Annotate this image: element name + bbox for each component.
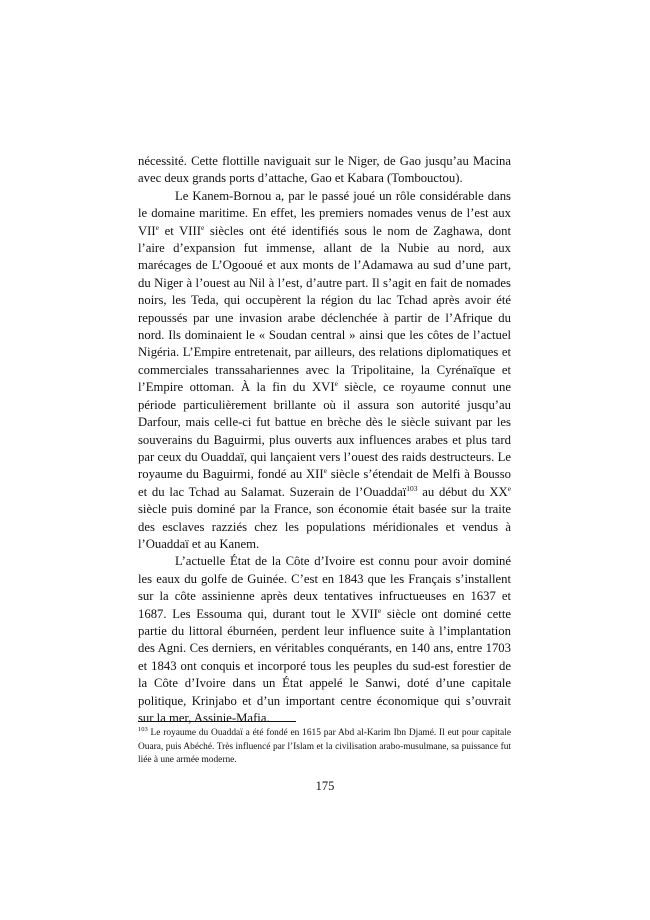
text-run: nécessité. Cette flottille naviguait sur le Niger, de Gao jusqu’au Macina avec deux grands ports d’attache, Gao et Kabara (Tombouctou). (138, 154, 511, 186)
paragraph-3 (138, 553, 511, 727)
footnote-text: Le royaume du Ouaddaï a été fondé en 1615 par Abd al-Karim Ibn Djamé. Il eut pour capitale Ouara, puis Abéché. Très influencé par l’Islam et la civilisation arabo-musulmane, sa puissance fut liée à une armée moderne. (138, 728, 511, 766)
superscript: e (155, 222, 159, 232)
text-run: siècle ont dominé cette partie du littoral éburnéen, perdent leur influence suite à l’implantation des Agni. Ces derniers, en véritables conquérants, en 140 ans, entre 1703 et 1843 ont conquis et incorporé tous les peuples du sud-est forestier de la Côte d’Ivoire dans un État appelé le Sanwi, doté d’une capitale politique, Krinjabo et d’un important centre économique qui s’ouvrait sur la mer, Assinie-Mafia. (138, 606, 511, 725)
superscript: e (323, 466, 327, 476)
text-run: siècle, ce royaume connut une période particulièrement brillante où il assura son autorité jusqu’au Darfour, mais celle-ci fut battue en brèche dès le siècle suivant par les souverains du Baguirmi, plus ouverts aux influences arabes et plus tard par ceux du Ouaddaï, qui lançaient vers l’ouest des raids destructeurs. Le royaume du Baguirmi, fondé au XII (138, 380, 512, 482)
footnote-marker: 103 (138, 726, 148, 733)
superscript: e (377, 605, 382, 615)
text-run: siècles ont été identifiés sous le nom de Zaghawa, dont l’aire d’expansion fut immense, allant de la Nubie au nord, aux marécages de L’Ogooué et aux monts de l’Adamawa au sud d’une part, du Niger à l’ouest au Nil à l’est, d’autre part. Il s’agit en fait de nomades noirs, les Teda, qui occupèrent la région du lac Tchad après avoir été repoussés par une invasion arabe déclenchée à partir de l’Afrique du nord. Ils dominaient le « Soudan central » ainsi que les côtes de l’actuel Nigéria. L’Empire entretenait, par ailleurs, des relations diplomatiques et commerciales transsahariennes avec la Tripolitaine, la Cyrénaïque et l’Empire ottoman. À la fin du XVI (138, 223, 511, 395)
body-text (138, 153, 511, 727)
superscript: e (200, 222, 205, 232)
superscript: e (507, 483, 511, 493)
footnote-103 (138, 727, 511, 768)
text-run: et VIII (158, 223, 201, 238)
text-run: siècle s’étendait de Melfi à Bousso et du lac Tchad au Salamat. Suzerain de l’Ouaddaï (138, 467, 511, 499)
text-run: L’actuelle État de la Côte d’Ivoire est connu pour avoir dominé les eaux du golfe de Guinée. C’est en 1843 que les Français s’installent sur la côte assinienne après deux tentatives infructueuses en 1637 et 1687. Les Essouma qui, durant tout le XVII (138, 554, 511, 621)
text-run: siècle puis dominé par la France, son économie était basée sur la traite des esclaves razziés chez les populations méridionales et vendus à l’Ouaddaï et au Kanem. (138, 502, 511, 551)
superscript: e (334, 379, 338, 389)
paragraph-1 (138, 153, 511, 188)
paragraph-2 (138, 188, 511, 554)
page-number: 175 (315, 779, 335, 793)
superscript: 103 (406, 483, 418, 493)
text-run: Le Kanem-Bornou a, par le passé joué un rôle considérable dans le domaine maritime. En effet, les premiers nomades venus de l’est aux VII (138, 188, 511, 238)
footnote-separator (138, 721, 296, 722)
text-run: au début du XX (417, 484, 508, 499)
